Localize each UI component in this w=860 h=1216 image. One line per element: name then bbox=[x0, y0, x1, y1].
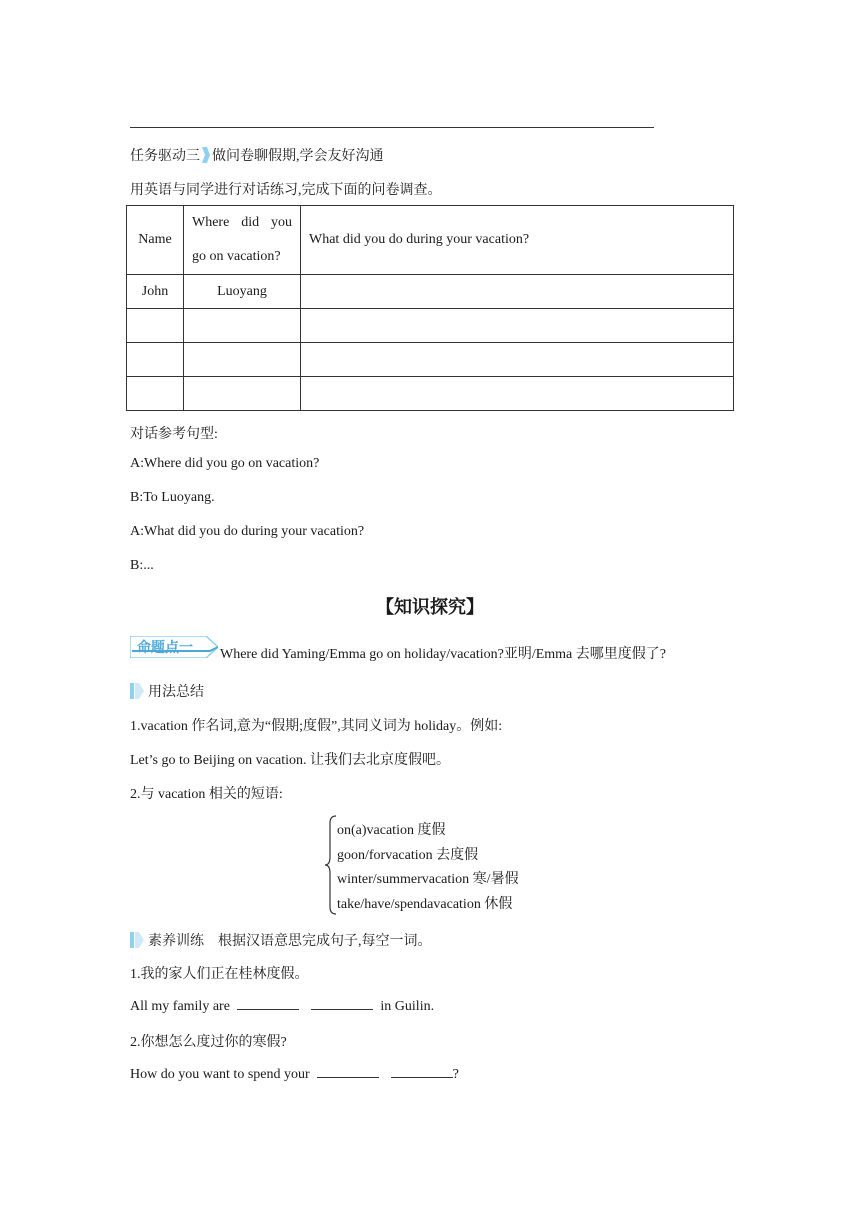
top-rule bbox=[130, 127, 654, 128]
header-name: Name bbox=[127, 206, 184, 275]
cell-name[interactable] bbox=[127, 343, 184, 377]
question-2-en bbox=[130, 1065, 459, 1083]
practice-label: 素养训练 bbox=[148, 934, 204, 949]
dialogue-line: A:What did you do during your vacation? bbox=[130, 524, 365, 539]
usage-heading bbox=[130, 681, 204, 701]
phrase-item: on(a)vacation 度假 bbox=[337, 823, 446, 838]
usage-point-1: 1.vacation 作名词,意为“假期;度假”,其同义词为 holiday。例如: bbox=[130, 719, 503, 734]
answer-blank[interactable] bbox=[391, 1065, 453, 1078]
question-1-start: All my family are bbox=[130, 999, 230, 1014]
task-heading bbox=[130, 145, 384, 165]
badge-text: 命题点一 bbox=[137, 640, 193, 656]
question-2-cn: 2.你想怎么度过你的寒假? bbox=[130, 1035, 287, 1050]
point-badge bbox=[130, 636, 218, 658]
cell-where[interactable] bbox=[184, 343, 301, 377]
usage-point-2: 2.与 vacation 相关的短语: bbox=[130, 787, 283, 802]
phrase-item: take/have/spendavacation 休假 bbox=[337, 897, 513, 912]
cell-what[interactable] bbox=[301, 343, 734, 377]
table-row bbox=[127, 275, 734, 309]
cell-name[interactable] bbox=[127, 309, 184, 343]
header-where: Where did you go on vacation? bbox=[184, 206, 301, 275]
task-title-right: 做问卷聊假期,学会友好沟通 bbox=[212, 149, 384, 164]
table-row bbox=[127, 377, 734, 411]
cell-what[interactable] bbox=[301, 309, 734, 343]
cell-what[interactable] bbox=[301, 377, 734, 411]
phrase-item: goon/forvacation 去度假 bbox=[337, 848, 479, 863]
arrow-tag-icon bbox=[202, 147, 210, 163]
answer-blank[interactable] bbox=[317, 1065, 379, 1078]
question-2-start: How do you want to spend your bbox=[130, 1067, 310, 1082]
header-what: What did you do during your vacation? bbox=[301, 206, 734, 275]
task-instruction: 用英语与同学进行对话练习,完成下面的问卷调查。 bbox=[130, 183, 442, 198]
answer-blank[interactable] bbox=[237, 997, 299, 1010]
cell-name: John bbox=[127, 275, 184, 309]
answer-blank[interactable] bbox=[311, 997, 373, 1010]
dialogue-line: B:... bbox=[130, 558, 154, 573]
cell-name[interactable] bbox=[127, 377, 184, 411]
cell-where[interactable] bbox=[184, 377, 301, 411]
example-sentence: Let’s go to Beijing on vacation. 让我们去北京度假吧。 bbox=[130, 753, 451, 768]
question-1-cn: 1.我的家人们正在桂林度假。 bbox=[130, 967, 309, 982]
practice-heading bbox=[130, 930, 432, 950]
cell-what[interactable] bbox=[301, 275, 734, 309]
task-title-left: 任务驱动三 bbox=[130, 149, 200, 164]
dialogue-heading: 对话参考句型: bbox=[130, 427, 218, 442]
point-sentence: Where did Yaming/Emma go on holiday/vacation?亚明/Emma 去哪里度假了? bbox=[220, 647, 666, 662]
practice-instruction: 根据汉语意思完成句子,每空一词。 bbox=[218, 934, 432, 949]
cell-where: Luoyang bbox=[184, 275, 301, 309]
usage-label: 用法总结 bbox=[148, 685, 204, 700]
section-marker-icon bbox=[130, 683, 144, 699]
table-row bbox=[127, 309, 734, 343]
table-header-row bbox=[127, 206, 734, 275]
section-title: 【知识探究】 bbox=[376, 597, 484, 618]
dialogue-line: B:To Luoyang. bbox=[130, 490, 215, 505]
cell-where[interactable] bbox=[184, 309, 301, 343]
dialogue-line: A:Where did you go on vacation? bbox=[130, 456, 320, 471]
brace-icon bbox=[324, 815, 338, 915]
question-2-end: ? bbox=[452, 1067, 459, 1082]
section-marker-icon bbox=[130, 932, 144, 948]
phrase-item: winter/summervacation 寒/暑假 bbox=[337, 872, 519, 887]
question-1-en bbox=[130, 997, 434, 1015]
table-row bbox=[127, 343, 734, 377]
question-1-end: in Guilin. bbox=[380, 999, 435, 1014]
survey-table bbox=[126, 205, 734, 411]
